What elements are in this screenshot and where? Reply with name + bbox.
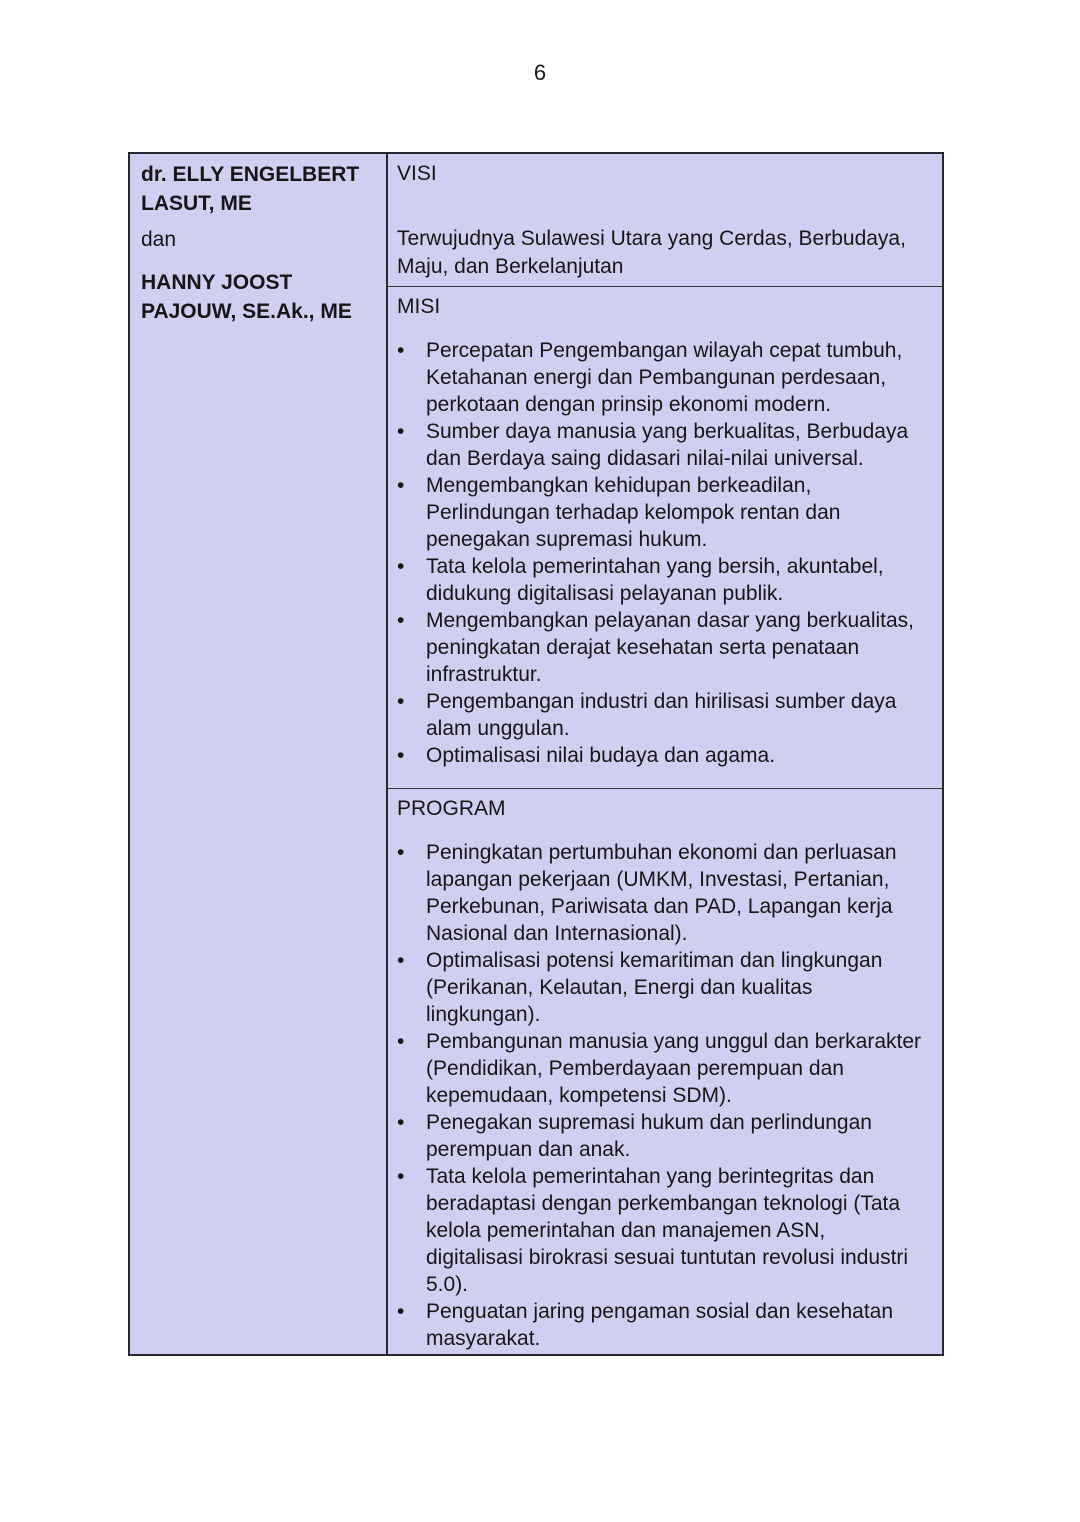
candidate-platform-column [388, 154, 942, 1354]
misi-item [397, 688, 925, 742]
bullet-icon: • [397, 1029, 405, 1053]
program-item-text: Peningkatan pertumbuhan ekonomi dan perluasan lapangan pekerjaan (UMKM, Investasi, Pertanian, Perkebunan, Pariwisata dan PAD, Lapangan kerja Nasional dan Internasional). [426, 840, 897, 945]
bullet-icon: • [397, 1110, 405, 1134]
bullet-icon: • [397, 339, 405, 362]
bullet-icon: • [397, 474, 405, 497]
misi-item-text: Sumber daya manusia yang berkualitas, Berbudaya dan Berdaya saing didasari nilai-nilai universal. [426, 420, 909, 470]
program-item-text: Tata kelola pemerintahan yang berintegritas dan beradaptasi dengan perkembangan teknologi (Tata kelola pemerintahan dan manajemen ASN, digitalisasi birokrasi sesuai tuntutan revolusi industri 5.0). [426, 1164, 909, 1296]
program-section [388, 789, 942, 1355]
visi-text: Terwujudnya Sulawesi Utara yang Cerdas, Berbudaya, Maju, dan Berkelanjutan [397, 227, 906, 278]
bullet-icon: • [397, 555, 405, 578]
misi-item-text: Mengembangkan pelayanan dasar yang berkualitas, peningkatan derajat kesehatan serta penataan infrastruktur. [426, 609, 914, 686]
bullet-icon: • [397, 1299, 405, 1323]
program-item [397, 1109, 925, 1163]
program-item-text: Penegakan supremasi hukum dan perlindungan perempuan dan anak. [426, 1110, 872, 1161]
misi-item [397, 337, 925, 418]
program-item-text: Pembangunan manusia yang unggul dan berkarakter (Pendidikan, Pemberdayaan perempuan dan kepemudaan, kompetensi SDM). [426, 1029, 922, 1107]
misi-item-text: Percepatan Pengembangan wilayah cepat tumbuh, Ketahanan energi dan Pembangunan perdesaan, perkotaan dengan prinsip ekonomi modern. [426, 339, 903, 416]
candidate-table [128, 152, 944, 1356]
bullet-icon: • [397, 1164, 405, 1188]
program-item [397, 1298, 925, 1352]
misi-item [397, 742, 925, 769]
misi-item-text: Optimalisasi nilai budaya dan agama. [426, 744, 776, 767]
candidate-names-cell [130, 154, 388, 1354]
program-item-text: Penguatan jaring pengaman sosial dan kesehatan masyarakat. [426, 1299, 894, 1350]
misi-item [397, 418, 925, 472]
program-heading: PROGRAM [397, 796, 506, 820]
misi-heading: MISI [397, 295, 441, 318]
misi-item-text: Mengembangkan kehidupan berkeadilan, Perlindungan terhadap kelompok rentan dan penegakan supremasi hukum. [426, 474, 841, 551]
program-list [397, 839, 925, 1352]
misi-list [397, 337, 925, 769]
misi-item-text: Tata kelola pemerintahan yang bersih, akuntabel, didukung digitalisasi pelayanan publik. [426, 555, 884, 605]
candidate-name-2: HANNY JOOST PAJOUW, SE.Ak., ME [141, 271, 352, 323]
candidate-name-1: dr. ELLY ENGELBERT LASUT, ME [141, 163, 360, 215]
program-item [397, 1163, 925, 1298]
bullet-icon: • [397, 948, 405, 972]
bullet-icon: • [397, 690, 405, 713]
bullet-icon: • [397, 420, 405, 443]
program-item [397, 839, 925, 947]
misi-item [397, 472, 925, 553]
bullet-icon: • [397, 744, 405, 767]
visi-section [388, 154, 942, 287]
misi-section [388, 287, 942, 789]
candidates-separator: dan [141, 228, 177, 251]
misi-item-text: Pengembangan industri dan hirilisasi sumber daya alam unggulan. [426, 690, 897, 740]
bullet-icon: • [397, 609, 405, 632]
visi-heading: VISI [397, 162, 437, 185]
misi-item [397, 607, 925, 688]
program-item [397, 1028, 925, 1109]
program-item [397, 947, 925, 1028]
misi-item [397, 553, 925, 607]
bullet-icon: • [397, 840, 405, 864]
program-item-text: Optimalisasi potensi kemaritiman dan lingkungan (Perikanan, Kelautan, Energi dan kualitas lingkungan). [426, 948, 883, 1026]
page-number: 6 [533, 60, 547, 85]
